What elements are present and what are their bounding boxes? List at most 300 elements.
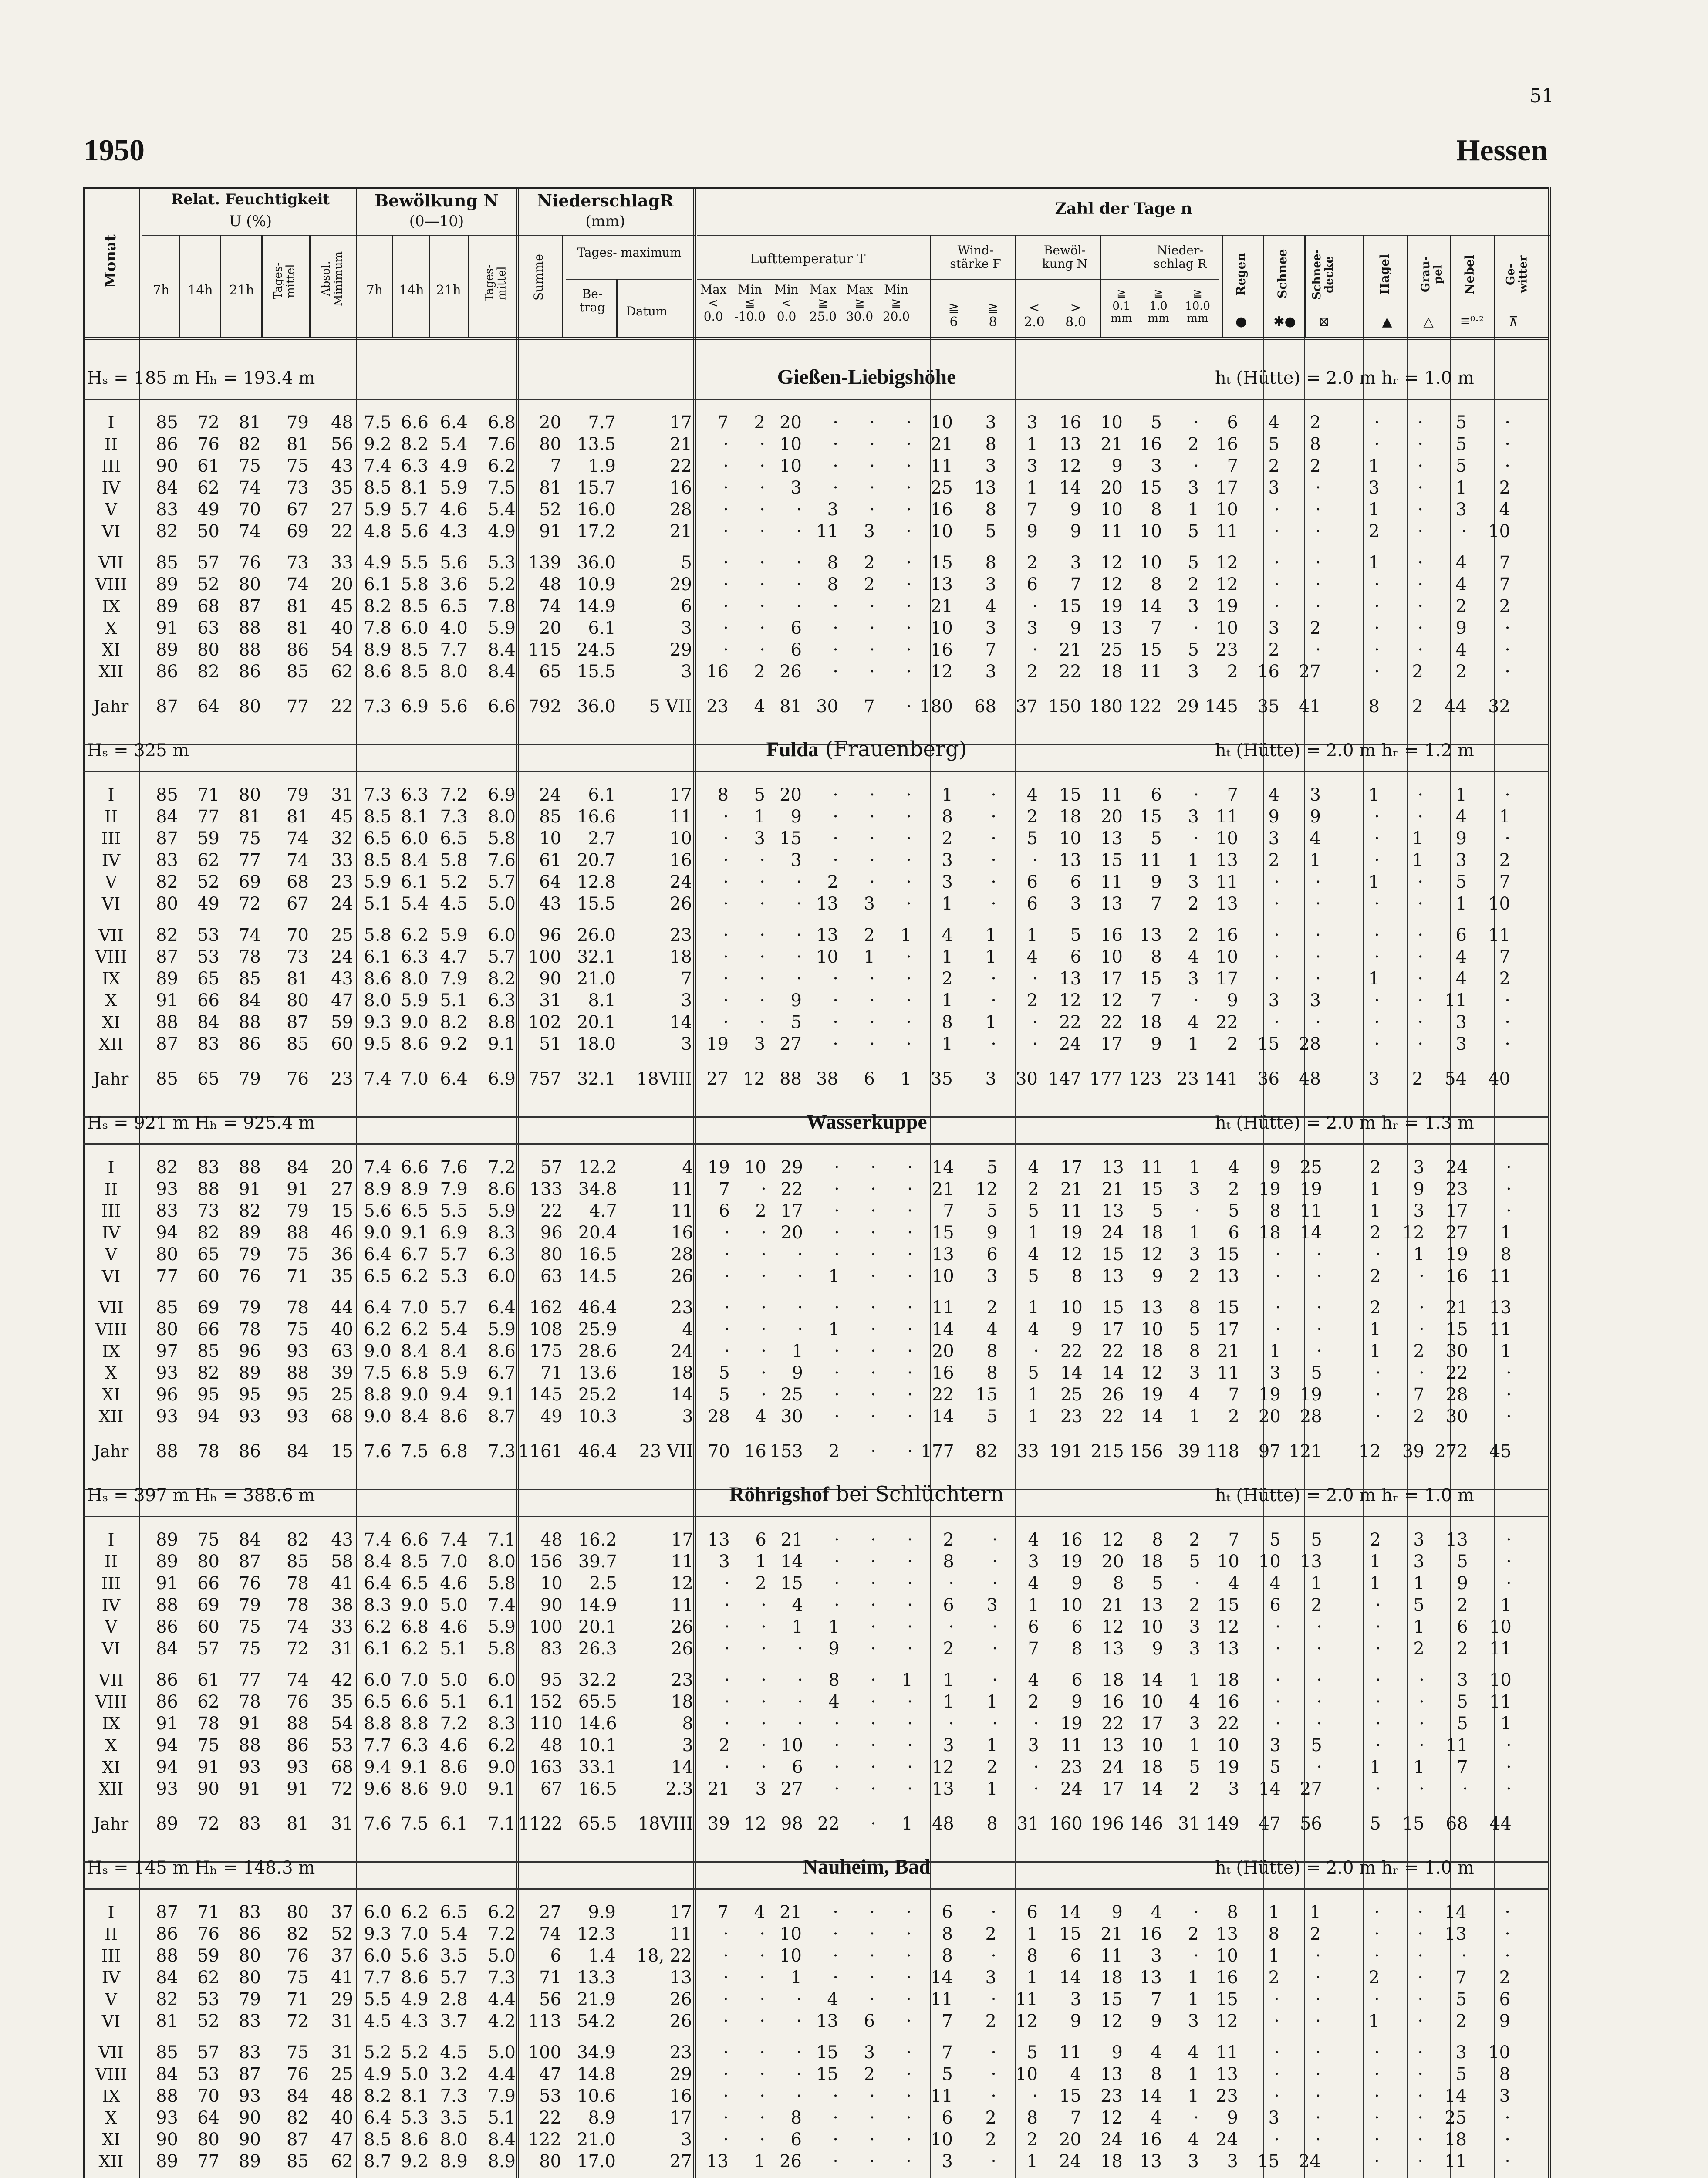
table-cell: 6.0 — [488, 1670, 516, 1690]
table-cell: · — [1193, 829, 1199, 849]
table-cell: 20 — [539, 413, 561, 433]
table-cell: 87 — [287, 1012, 309, 1032]
table-cell: · — [871, 1735, 876, 1755]
table-cell: 8.9 — [364, 1179, 392, 1199]
table-cell: 15.5 — [577, 662, 616, 682]
table-cell: · — [1374, 1012, 1380, 1032]
table-cell: 10 — [1258, 1552, 1281, 1572]
table-cell: 19 — [1141, 1385, 1163, 1405]
table-row — [83, 1616, 1514, 1638]
table-cell: 93 — [239, 2086, 261, 2106]
table-cell: 5.8 — [364, 925, 392, 945]
table-cell: · — [1418, 925, 1423, 945]
table-cell: 5 — [1457, 1692, 1468, 1712]
table-cell: 11 — [932, 1298, 954, 1318]
table-cell: 35 — [931, 1069, 953, 1089]
table-cell: 2 — [1455, 2011, 1467, 2031]
month-label: V — [105, 1245, 117, 1264]
table-cell: 5 — [754, 785, 765, 805]
table-cell: 13 — [1101, 1639, 1124, 1659]
table-cell: 29 — [670, 575, 692, 595]
table-cell: 6.2 — [488, 1735, 516, 1755]
table-cell: 13 — [931, 575, 953, 595]
table-row — [83, 1157, 1514, 1178]
month-label: XI — [101, 1385, 121, 1404]
table-cell: 8 — [1189, 1341, 1200, 1361]
schneedecke-icon: ⊠ — [1318, 314, 1330, 329]
table-cell: 8.3 — [488, 1223, 516, 1243]
table-cell: 8.8 — [364, 1385, 392, 1405]
table-cell: 82 — [197, 1363, 219, 1383]
table-cell: 85 — [156, 413, 178, 433]
table-cell: 2 — [943, 1530, 954, 1550]
table-cell: 9.0 — [364, 1407, 392, 1427]
table-cell: 72 — [197, 413, 219, 433]
table-cell: · — [1032, 1012, 1038, 1032]
table-cell: 7 — [1455, 1968, 1467, 1988]
table-cell: 91 — [539, 521, 561, 541]
table-cell: · — [833, 1902, 838, 1922]
table-cell: 83 — [197, 1157, 219, 1177]
table-cell: 3 — [985, 1069, 996, 1089]
table-cell: · — [1315, 1012, 1321, 1032]
table-cell: 87 — [156, 1034, 178, 1054]
table-cell: 4 — [1189, 1385, 1200, 1405]
table-cell: 77 — [239, 1670, 261, 1690]
table-cell: 9 — [1310, 807, 1321, 827]
table-cell: · — [761, 1670, 766, 1690]
table-cell: 15 — [780, 829, 802, 849]
table-cell: 5.3 — [401, 2108, 429, 2128]
table-cell: 76 — [197, 434, 219, 454]
table-row — [83, 1427, 1514, 1462]
table-cell: 20 — [1059, 2130, 1081, 2150]
table-cell: · — [869, 478, 875, 498]
table-cell: 87 — [156, 947, 178, 967]
table-cell: · — [1316, 1639, 1322, 1659]
table-cell: 1 — [1368, 872, 1380, 892]
table-cell: · — [906, 553, 911, 573]
table-cell: 25 — [780, 1385, 803, 1405]
table-cell: · — [797, 1714, 803, 1734]
table-cell: · — [1418, 2043, 1423, 2063]
table-cell: · — [759, 478, 765, 498]
table-cell: 26 — [671, 1617, 693, 1637]
table-cell: 14 — [1141, 1779, 1163, 1799]
table-cell: 85 — [156, 2043, 178, 2063]
table-cell: 3 — [986, 1595, 998, 1615]
table-cell: 4 — [682, 1319, 693, 1339]
table-cell: · — [1275, 1245, 1281, 1265]
table-cell: 2 — [943, 1639, 954, 1659]
table-cell: 12 — [1060, 1245, 1083, 1265]
table-cell: 39 — [707, 1814, 730, 1834]
table-cell: 7 — [719, 1179, 730, 1199]
table-cell: 64 — [197, 2108, 219, 2128]
table-cell: · — [992, 1617, 998, 1637]
table-cell: 81 — [539, 478, 561, 498]
table-cell: 8.4 — [488, 640, 516, 660]
table-cell — [731, 2172, 768, 2178]
table-cell: 5 — [1455, 872, 1467, 892]
table-cell: 2 — [1228, 1179, 1239, 1199]
table-cell: 6 — [790, 640, 802, 660]
table-cell: 1 — [1370, 1179, 1381, 1199]
table-cell: · — [991, 1946, 996, 1966]
table-cell: 56 — [539, 1989, 561, 2009]
table-cell: · — [759, 456, 765, 476]
table-cell: 5.0 — [440, 1670, 468, 1690]
table-cell: 80 — [539, 434, 561, 454]
table-cell: 3 — [942, 872, 953, 892]
table-cell: 4 — [1151, 1902, 1162, 1922]
table-cell: 26 — [780, 2151, 802, 2171]
table-cell: 72 — [239, 894, 261, 914]
table-cell: 22 — [1216, 1012, 1238, 1032]
table-cell: · — [949, 1714, 954, 1734]
table-cell: 5.7 — [440, 1968, 468, 1988]
table-cell: 10.1 — [578, 1735, 617, 1755]
table-cell: · — [906, 1924, 911, 1944]
hdr-bw-2: > 8.0 — [1065, 300, 1086, 330]
table-cell — [1382, 2172, 1426, 2178]
table-cell: 47 — [331, 2130, 353, 2150]
table-cell: · — [723, 807, 729, 827]
table-cell: 6.0 — [488, 925, 516, 945]
table-cell: · — [906, 1012, 911, 1032]
table-cell: 71 — [287, 1266, 309, 1286]
table-row — [83, 1319, 1514, 1340]
table-cell: 6.9 — [488, 785, 516, 805]
table-cell: 1 — [754, 2151, 765, 2171]
table-cell: 53 — [197, 925, 219, 945]
table-cell: 93 — [287, 1407, 309, 1427]
table-cell: · — [1418, 872, 1423, 892]
table-cell: · — [1316, 1245, 1322, 1265]
table-cell: 10 — [1489, 1670, 1512, 1690]
table-cell: 10 — [1060, 1298, 1083, 1318]
table-cell: 8 — [1113, 1573, 1124, 1593]
table-cell: 10 — [1216, 1946, 1238, 1966]
table-cell: 46.4 — [578, 1298, 617, 1318]
table-cell: 9 — [1151, 1034, 1162, 1054]
table-cell: 7.2 — [440, 785, 468, 805]
table-cell: 5.4 — [440, 434, 468, 454]
table-cell: 6 — [1028, 1617, 1039, 1637]
table-cell: · — [759, 500, 765, 520]
table-cell: · — [906, 662, 911, 682]
table-cell: 14 — [670, 1012, 692, 1032]
table-cell: 91 — [239, 1714, 261, 1734]
table-cell — [1469, 2172, 1513, 2178]
table-cell: · — [907, 1298, 913, 1318]
table-cell: · — [1274, 500, 1279, 520]
table-cell: 2 — [1189, 1779, 1200, 1799]
table-cell: 156 — [1130, 1441, 1163, 1461]
table-cell: 10 — [780, 1735, 803, 1755]
table-cell: 10 — [1216, 500, 1238, 520]
table-cell: 72 — [287, 1639, 309, 1659]
table-cell: 8 — [827, 575, 838, 595]
table-cell: 20 — [331, 1157, 353, 1177]
table-cell: 29 — [780, 1157, 803, 1177]
table-cell: · — [1374, 575, 1380, 595]
table-cell: 2 — [1028, 1692, 1039, 1712]
table-cell: 13 — [1100, 2064, 1123, 2084]
table-cell: 87 — [287, 2130, 309, 2150]
table-cell — [518, 2172, 564, 2178]
table-cell: 1 — [792, 1341, 803, 1361]
table-cell: 7.4 — [488, 1595, 516, 1615]
table-cell: · — [906, 829, 911, 849]
table-cell: 80 — [287, 1902, 309, 1922]
table-cell: 1 — [1368, 500, 1380, 520]
table-cell: 47 — [1258, 1814, 1281, 1834]
table-cell: 22 — [1101, 1341, 1124, 1361]
table-cell: 22 — [1101, 1714, 1124, 1734]
table-row — [83, 2151, 1513, 2172]
table-cell: 1.9 — [588, 456, 616, 476]
table-cell: 16 — [1257, 662, 1279, 682]
hdr-t-2: Min ≦ -10.0 — [734, 282, 766, 324]
table-cell: · — [761, 1617, 766, 1637]
table-cell: · — [761, 1223, 766, 1243]
table-cell: 31 — [331, 785, 353, 805]
table-cell: 20 — [1258, 1407, 1281, 1427]
table-cell: 15 — [932, 1223, 954, 1243]
table-cell: 14 — [1059, 1968, 1081, 1988]
table-cell: 141 — [1205, 1069, 1238, 1089]
table-cell: 87 — [156, 829, 178, 849]
table-cell: 84 — [287, 2086, 309, 2106]
table-cell: 84 — [156, 2064, 178, 2084]
table-cell: 79 — [239, 1245, 261, 1265]
table-cell: 6 — [1026, 1902, 1038, 1922]
table-cell: · — [906, 434, 911, 454]
table-cell — [222, 2172, 263, 2178]
table-cell: 23 — [671, 1670, 693, 1690]
month-label: I — [108, 1158, 115, 1177]
month-label: Jahr — [93, 1069, 129, 1089]
table-cell: 9 — [1413, 1179, 1424, 1199]
table-cell: 11 — [1445, 1735, 1468, 1755]
table-cell: 80 — [197, 2130, 219, 2150]
table-cell: 79 — [239, 1298, 261, 1318]
table-cell: 3 — [1455, 1012, 1467, 1032]
table-cell: 15 — [816, 2043, 838, 2063]
table-cell: · — [871, 1757, 876, 1777]
table-cell: 31 — [331, 2043, 353, 2063]
table-cell: 69 — [239, 872, 261, 892]
table-cell: 11 — [1488, 925, 1510, 945]
table-cell: · — [834, 1530, 840, 1550]
table-row — [83, 2107, 1513, 2129]
table-cell: 78 — [239, 947, 261, 967]
table-cell: 6 — [1499, 1989, 1510, 2009]
table-cell: 26 — [671, 1266, 693, 1286]
table-cell: 76 — [287, 1069, 309, 1089]
table-cell: · — [869, 872, 875, 892]
table-cell: 31 — [1178, 1814, 1200, 1834]
table-cell: 9.0 — [401, 1385, 429, 1405]
table-cell: 12 — [1016, 2011, 1038, 2031]
table-cell: · — [1505, 456, 1510, 476]
table-cell: 11 — [931, 456, 953, 476]
table-cell: 7.0 — [401, 1298, 429, 1318]
table-cell: 66 — [197, 991, 219, 1011]
table-cell: 5 — [1189, 1319, 1200, 1339]
table-cell: 2 — [986, 1298, 998, 1318]
table-cell: · — [1374, 1924, 1380, 1944]
table-cell: 73 — [197, 1201, 219, 1221]
table-cell: 8.0 — [488, 1552, 516, 1572]
table-cell: 14 — [932, 1407, 954, 1427]
table-cell: 7.3 — [440, 2086, 468, 2106]
table-cell: 8.4 — [440, 1341, 468, 1361]
table-cell: · — [1506, 1573, 1512, 1593]
table-cell — [1165, 2172, 1202, 2178]
table-cell: · — [796, 947, 802, 967]
table-cell: 4 — [1455, 575, 1467, 595]
hdr-w-1: ≧ 6 — [948, 300, 959, 330]
table-cell: 90 — [239, 2130, 261, 2150]
table-cell: · — [834, 1298, 840, 1318]
table-cell: · — [907, 1573, 913, 1593]
table-cell: 6.2 — [364, 1617, 392, 1637]
table-cell: 91 — [156, 1714, 178, 1734]
table-cell: 8 — [1269, 1201, 1281, 1221]
table-cell: · — [833, 1946, 838, 1966]
table-cell: · — [1419, 1692, 1424, 1712]
table-cell — [999, 2172, 1040, 2178]
table-cell: · — [723, 478, 729, 498]
table-cell: · — [1374, 640, 1380, 660]
table-cell: 1 — [1500, 1223, 1512, 1243]
table-cell: 6.3 — [488, 1245, 516, 1265]
table-cell: 13 — [1140, 1968, 1162, 1988]
table-cell: · — [871, 1779, 876, 1799]
table-cell: · — [1374, 434, 1380, 454]
table-cell: 70 — [197, 2086, 219, 2106]
table-cell: 8 — [1151, 500, 1162, 520]
table-cell: 3 — [1151, 456, 1162, 476]
table-cell: 35 — [331, 1692, 353, 1712]
table-cell: 15 — [1101, 1298, 1124, 1318]
table-cell: 16 — [670, 2086, 692, 2106]
table-cell: 88 — [156, 2086, 178, 2106]
table-cell: 54 — [1445, 1069, 1467, 1089]
table-cell: 3 — [1026, 618, 1038, 638]
station-heights: Hₛ = 921 m Hₕ = 925.4 m — [87, 1113, 315, 1133]
table-cell: 90 — [239, 2108, 261, 2128]
table-cell: · — [906, 969, 911, 989]
table-cell: · — [991, 1989, 996, 2009]
table-cell: 10 — [931, 2130, 953, 2150]
table-cell: 29 — [670, 2064, 692, 2084]
table-cell: 1 — [755, 1552, 766, 1572]
month-label: III — [101, 1946, 121, 1965]
table-cell: · — [761, 1319, 766, 1339]
table-cell: · — [834, 1714, 840, 1734]
table-cell: 5 VII — [649, 697, 692, 717]
table-cell: 7.2 — [488, 1157, 516, 1177]
table-cell: 7 — [942, 2011, 953, 2031]
table-cell: 87 — [156, 1902, 178, 1922]
table-cell: 78 — [239, 1692, 261, 1712]
table-cell: · — [907, 1407, 913, 1427]
table-cell: 2 — [1412, 662, 1423, 682]
table-cell: 17 — [1216, 969, 1238, 989]
table-cell: 2 — [1026, 991, 1038, 1011]
table-cell: 25 — [331, 2064, 353, 2084]
table-cell: 4.5 — [440, 2043, 468, 2063]
table-cell: 21 — [1217, 1341, 1239, 1361]
table-row — [83, 968, 1513, 990]
table-cell: · — [869, 850, 875, 870]
table-cell: 15 — [1140, 478, 1162, 498]
table-cell: 19 — [707, 1157, 730, 1177]
table-cell: 7.0 — [401, 1069, 429, 1089]
table-cell: 83 — [239, 2011, 261, 2031]
table-cell: 3.2 — [440, 2064, 468, 2084]
table-cell: 2 — [1310, 456, 1321, 476]
table-cell: 14 — [1445, 1902, 1467, 1922]
table-cell: 74 — [287, 829, 309, 849]
table-cell: 2 — [754, 413, 765, 433]
table-cell: 5 — [1457, 1714, 1468, 1734]
header-monat: Monat — [102, 234, 119, 288]
header-bewoelkung-unit: (0—10) — [409, 213, 464, 230]
table-cell: 26 — [670, 894, 692, 914]
table-row — [83, 1756, 1514, 1778]
table-cell: · — [759, 2108, 765, 2128]
table-cell: 62 — [331, 662, 353, 682]
table-cell: 8 — [1368, 697, 1380, 717]
table-cell: 9.1 — [401, 1223, 429, 1243]
table-cell: 13 — [1216, 2064, 1238, 2084]
table-row — [83, 1713, 1514, 1735]
table-row — [83, 1901, 1513, 1923]
table-cell: 56 — [331, 434, 353, 454]
table-cell: 7 — [1499, 575, 1510, 595]
table-cell: · — [1193, 785, 1199, 805]
table-cell: 1 — [1310, 1902, 1321, 1922]
table-cell: 4 — [1070, 2064, 1081, 2084]
table-cell: · — [869, 2108, 875, 2128]
table-cell: 91 — [239, 1779, 261, 1799]
table-cell: 15 — [1216, 1989, 1238, 2009]
table-cell: 17 — [670, 785, 692, 805]
table-cell: 84 — [239, 991, 261, 1011]
table-cell: 5.6 — [440, 553, 468, 573]
table-cell: 8.5 — [364, 850, 392, 870]
table-cell: 74 — [239, 925, 261, 945]
table-cell: 5.0 — [488, 894, 516, 914]
table-cell: 69 — [197, 1595, 219, 1615]
table-cell: 29 — [331, 1989, 353, 2009]
table-cell: 18 — [1101, 1670, 1124, 1690]
table-cell: 68 — [331, 1407, 353, 1427]
table-cell: 8.6 — [401, 2130, 429, 2150]
table-cell: · — [833, 2108, 838, 2128]
table-cell: 19 — [1060, 1223, 1083, 1243]
table-cell: 11 — [1100, 785, 1123, 805]
table-cell: 9 — [1111, 456, 1123, 476]
table-cell: 15 — [1217, 1595, 1239, 1615]
table-cell: 3 — [1188, 478, 1199, 498]
table-cell: 7.9 — [488, 2086, 516, 2106]
table-cell: 5.5 — [364, 1989, 392, 2009]
